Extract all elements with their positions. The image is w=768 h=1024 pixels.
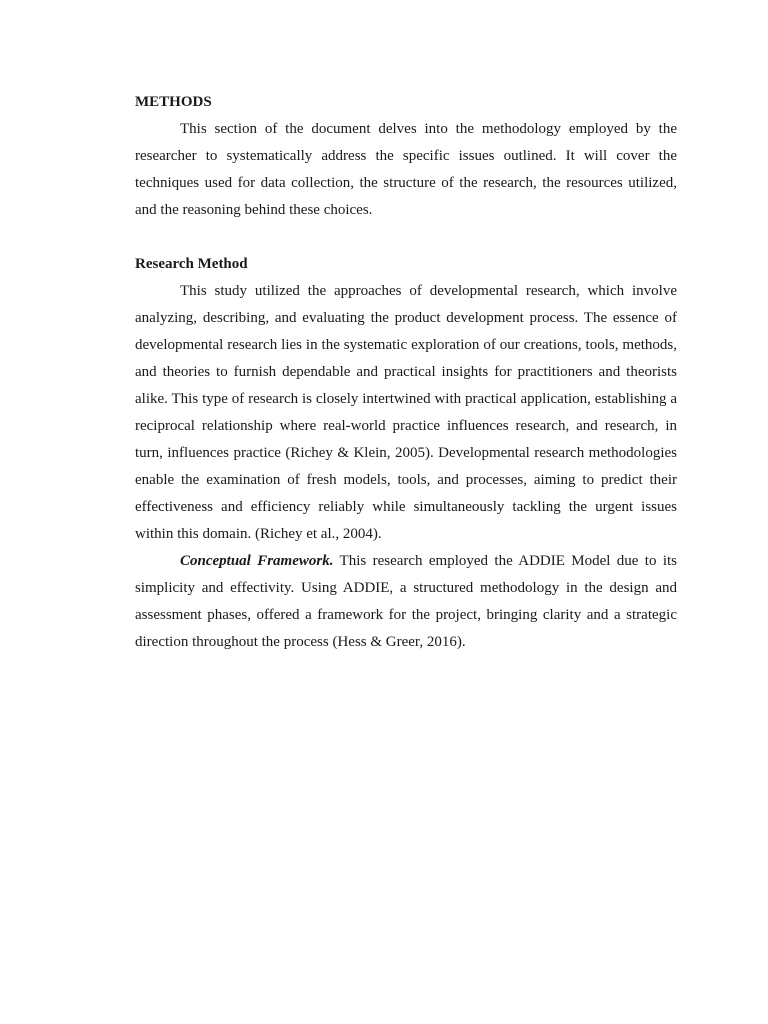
document-page [135, 89, 677, 656]
conceptual-framework-paragraph [135, 548, 677, 656]
research-method-heading: Research Method [135, 256, 248, 272]
methods-heading: METHODS [135, 94, 212, 110]
section-spacer [135, 224, 677, 251]
methods-paragraph: This section of the document delves into the methodology employed by the researcher to systematically address the specific issues outlined. It will cover the techniques used for data collection, the structure of the research, the resources utilized, and the reasoning behind these choices. [135, 121, 677, 218]
conceptual-framework-heading: Conceptual Framework. [180, 553, 334, 569]
conceptual-framework-text: This research employed the ADDIE Model due to its simplicity and effectivity. Using ADDIE, a structured methodology in the design and assessment phases, offered a framework for the project, bringing clarity and a strategic direction throughout the process (Hess & Greer, 2016). [135, 553, 677, 650]
research-method-paragraph: This study utilized the approaches of developmental research, which involve analyzing, describing, and evaluating the product development process. The essence of developmental research lies in the systematic exploration of our creations, tools, methods, and theories to furnish dependable and practical insights for practitioners and theorists alike. This type of research is closely intertwined with practical application, establishing a reciprocal relationship where real-world practice influences research, and research, in turn, influences practice (Richey & Klein, 2005). Developmental research methodologies enable the examination of fresh models, tools, and processes, aiming to predict their effectiveness and efficiency reliably while simultaneously tackling the urgent issues within this domain. (Richey et al., 2004). [135, 283, 677, 542]
